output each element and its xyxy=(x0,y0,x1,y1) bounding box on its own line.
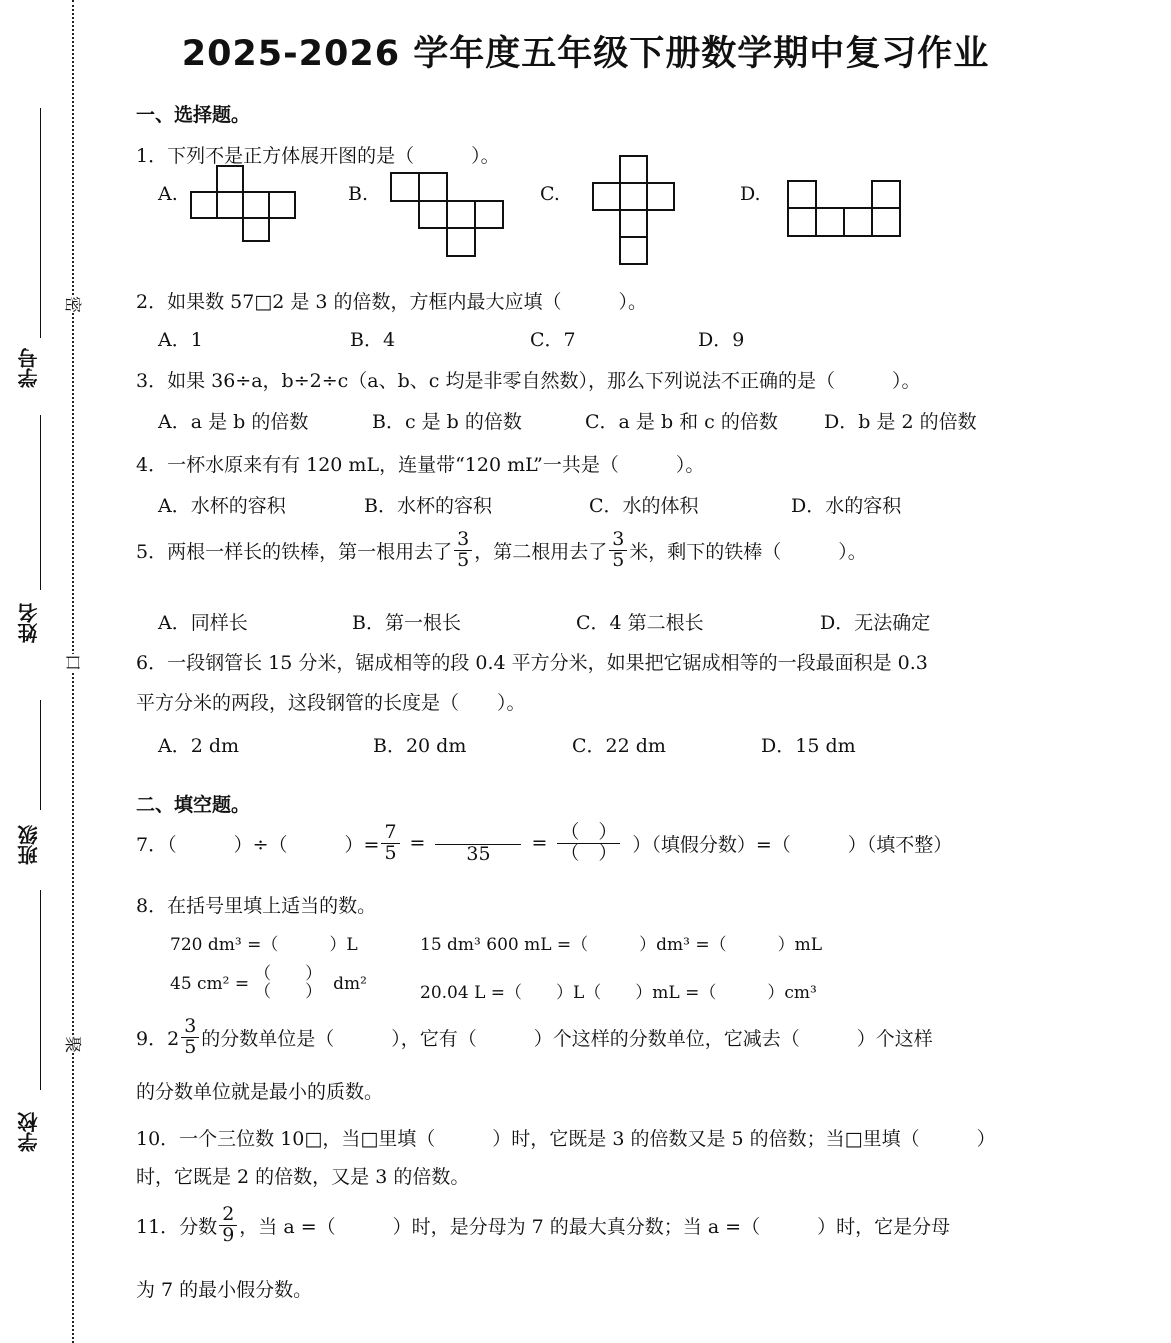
question-5 xyxy=(136,530,867,571)
cut-mark-gather: 聚 xyxy=(62,1036,87,1053)
q4-option-b: B．水杯的容积 xyxy=(364,495,492,517)
q7-frac-denominator: 5 xyxy=(384,841,397,864)
q5-text-mid: ，第二根用去了 xyxy=(474,540,608,563)
question-8: 8．在括号里填上适当的数。 xyxy=(136,895,377,917)
q1-net-d xyxy=(787,180,905,240)
q1-option-b-label: B. xyxy=(348,183,369,205)
q6-option-c: C．22 dm xyxy=(572,735,666,757)
q9-frac-denominator: 5 xyxy=(184,1035,197,1058)
q7-frac-numerator: 7 xyxy=(381,823,399,844)
q11-text-post: ，当 a =（ ）时，是分母为 7 的最大真分数；当 a =（ ）时，它是分母 xyxy=(239,1215,951,1238)
q6-option-d: D．15 dm xyxy=(761,735,856,757)
section-heading-fill: 二、填空题。 xyxy=(136,794,251,816)
section-heading-choice: 一、选择题。 xyxy=(136,104,251,126)
question-11-line-2: 为 7 的最小假分数。 xyxy=(136,1279,313,1301)
q2-option-b: B．4 xyxy=(350,329,396,351)
q11-text-pre: 11．分数 xyxy=(136,1215,218,1238)
q11-frac-denominator: 9 xyxy=(222,1223,235,1246)
q5-text-post: 米，剩下的铁棒（ ）。 xyxy=(629,540,867,563)
question-1: 1．下列不是正方体展开图的是（ ）。 xyxy=(136,145,500,167)
question-10-line-1: 10．一个三位数 10□，当□里填（ ）时，它既是 3 的倍数又是 5 的倍数；当□里填（ ） xyxy=(136,1128,996,1150)
q2-option-c: C．7 xyxy=(530,329,576,351)
page-title: 2025-2026 学年度五年级下册数学期中复习作业 xyxy=(181,34,990,74)
name-line xyxy=(40,415,41,590)
q5-option-c: C．4 第二根长 xyxy=(576,612,704,634)
q3-option-d: D．b 是 2 的倍数 xyxy=(824,411,977,433)
q7-paren-denominator: （ ） xyxy=(560,841,618,864)
q5-frac1-denominator: 5 xyxy=(457,548,470,571)
q9-frac-numerator: 3 xyxy=(181,1017,199,1038)
q5-option-d: D．无法确定 xyxy=(820,612,931,634)
q7-blank-numerator xyxy=(435,822,521,845)
q1-net-a xyxy=(190,165,300,245)
q8-row2-item-a xyxy=(170,966,367,1002)
q1-option-d-label: D. xyxy=(740,183,761,205)
student-number-line xyxy=(40,108,41,338)
school-label: 学校 xyxy=(17,1112,41,1152)
question-9 xyxy=(136,1017,933,1058)
student-number-label: 学号 xyxy=(17,348,41,388)
q8-r2a-pre: 45 cm² = xyxy=(170,973,250,994)
q8-r2a-post: dm² xyxy=(333,973,367,994)
q7-blank-fraction xyxy=(435,822,521,865)
question-7 xyxy=(136,822,952,865)
cut-mark-seal: 密 xyxy=(62,296,87,313)
q7-eq-1: = xyxy=(409,832,426,855)
q4-option-a: A．水杯的容积 xyxy=(158,495,286,517)
cut-mark-box: 口 xyxy=(62,654,87,671)
q5-text-pre: 5．两根一样长的铁棒，第一根用去了 xyxy=(136,540,453,563)
q1-net-b xyxy=(390,172,510,262)
q7-paren-fraction xyxy=(557,823,620,864)
school-line xyxy=(40,890,41,1090)
q1-net-c xyxy=(592,155,682,270)
q2-option-a: A．1 xyxy=(158,329,203,351)
q5-fraction-1 xyxy=(454,530,472,571)
question-4: 4．一杯水原来有有 120 mL，连量带“120 mL”一共是（ ）。 xyxy=(136,454,705,476)
class-label: 班级 xyxy=(17,825,41,865)
q5-fraction-2 xyxy=(609,530,627,571)
name-label: 姓名 xyxy=(17,603,41,643)
q3-option-c: C．a 是 b 和 c 的倍数 xyxy=(585,411,778,433)
class-line xyxy=(40,700,41,810)
binding-dotted-line xyxy=(72,0,74,1343)
q8-r2a-fraction xyxy=(251,966,325,1002)
q9-text-post: 的分数单位是（ ），它有（ ）个这样的分数单位，它减去（ ）个这样 xyxy=(201,1027,933,1050)
q6-option-b: B．20 dm xyxy=(373,735,467,757)
q7-paren-numerator: （ ） xyxy=(557,823,620,844)
q11-fraction xyxy=(219,1205,237,1246)
q1-option-c-label: C. xyxy=(540,183,560,205)
q2-option-d: D．9 xyxy=(698,329,745,351)
question-6-line-2: 平方分米的两段，这段钢管的长度是（ ）。 xyxy=(136,692,526,714)
q7-blank-denominator: 35 xyxy=(466,843,491,865)
q8-r2a-denominator: （ ） xyxy=(254,981,323,1002)
q5-frac1-numerator: 3 xyxy=(454,530,472,551)
question-2: 2．如果数 57□2 是 3 的倍数，方框内最大应填（ ）。 xyxy=(136,291,648,313)
q3-option-a: A．a 是 b 的倍数 xyxy=(158,411,309,433)
q5-option-a: A．同样长 xyxy=(158,612,248,634)
q8-row1-item-b: 15 dm³ 600 mL =（ ）dm³ =（ ）mL xyxy=(420,935,823,955)
question-6-line-1: 6．一段钢管长 15 分米，锯成相等的段 0.4 平方分米，如果把它锯成相等的一段最面积是 0.3 xyxy=(136,652,928,674)
q3-option-b: B．c 是 b 的倍数 xyxy=(372,411,522,433)
q7-text-pre: 7．（ ）÷（ ）= xyxy=(136,833,380,856)
q5-option-b: B．第一根长 xyxy=(352,612,461,634)
q8-row1-item-a: 720 dm³ =（ ）L xyxy=(170,935,358,955)
q5-frac2-denominator: 5 xyxy=(612,548,625,571)
q7-eq-2: = xyxy=(531,832,548,855)
question-9-line-2: 的分数单位就是最小的质数。 xyxy=(136,1081,384,1103)
q4-option-d: D．水的容积 xyxy=(791,495,902,517)
q7-text-post: ）（填假分数）=（ ）（填不整） xyxy=(632,833,953,856)
q11-frac-numerator: 2 xyxy=(219,1205,237,1226)
question-11 xyxy=(136,1205,950,1246)
question-3: 3．如果 36÷a，b÷2÷c（a、b、c 均是非零自然数），那么下列说法不正确的是（ ）。 xyxy=(136,370,921,392)
q8-row2-item-b: 20.04 L =（ ）L（ ）mL =（ ）cm³ xyxy=(420,983,817,1003)
q9-text-pre: 9．2 xyxy=(136,1027,180,1050)
q4-option-c: C．水的体积 xyxy=(589,495,699,517)
q5-frac2-numerator: 3 xyxy=(609,530,627,551)
q9-fraction xyxy=(181,1017,199,1058)
q7-fraction xyxy=(381,823,399,864)
q8-r2a-numerator: （ ） xyxy=(254,964,323,984)
q1-option-a-label: A. xyxy=(158,183,178,205)
question-10-line-2: 时，它既是 2 的倍数，又是 3 的倍数。 xyxy=(136,1166,470,1188)
q6-option-a: A．2 dm xyxy=(158,735,240,757)
